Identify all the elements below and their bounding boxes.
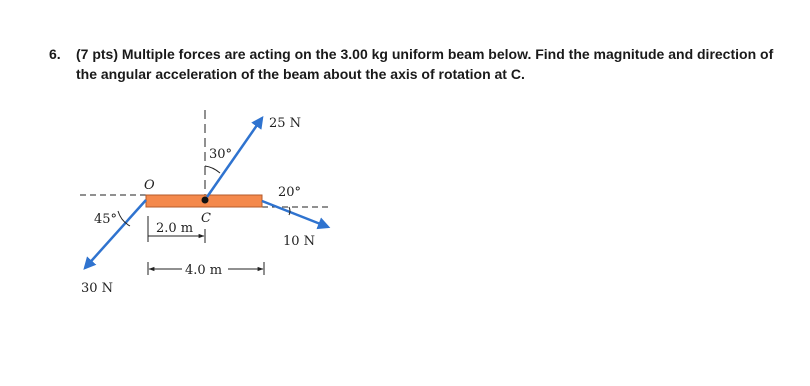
angle-30-arc xyxy=(205,166,220,173)
label-30-degree: 30° xyxy=(209,147,233,162)
problem-text: (7 pts) Multiple forces are acting on the 3.00 kg uniform beam below. Find the magnitude and direction of the angular acceleration of the beam about the axis of rotation at C. xyxy=(76,46,774,82)
label-30n: 30 N xyxy=(81,281,114,296)
force-30n-arrow xyxy=(85,200,146,268)
axis-point-c xyxy=(202,197,209,204)
label-45-degree: 45° xyxy=(94,212,118,227)
problem-number: 6. xyxy=(49,46,61,62)
label-4m: 4.0 m xyxy=(185,263,223,278)
label-20-degree: 20° xyxy=(278,185,302,200)
label-point-c: C xyxy=(201,211,211,226)
label-25n: 25 N xyxy=(269,116,302,131)
label-2m: 2.0 m xyxy=(156,221,194,236)
force-10n-arrow xyxy=(262,201,328,227)
label-point-o: O xyxy=(144,178,155,193)
label-10n: 10 N xyxy=(283,234,316,249)
